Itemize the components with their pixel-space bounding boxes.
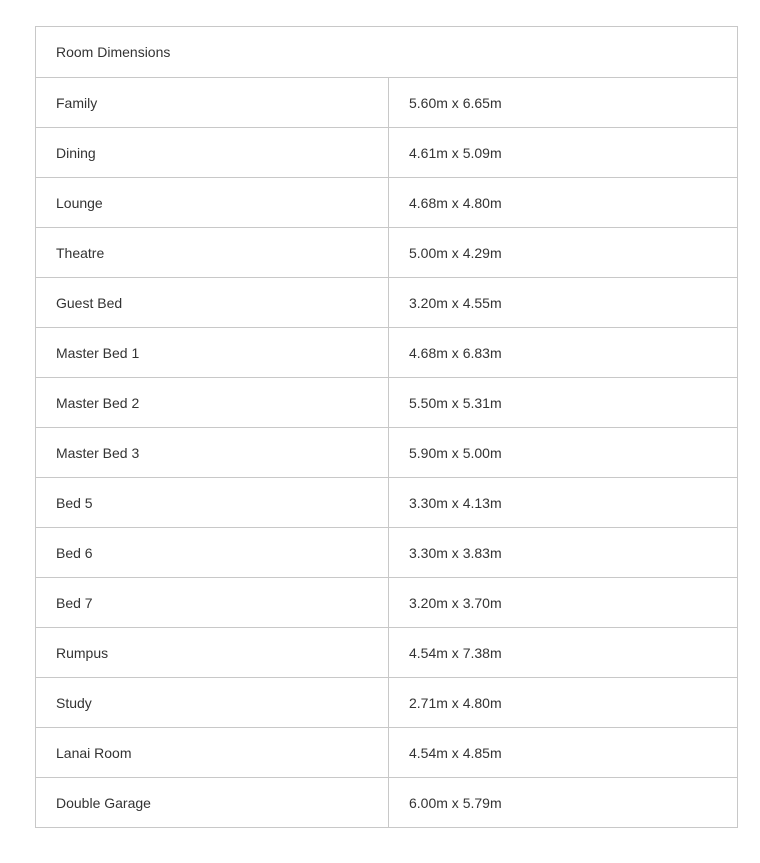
room-name: Master Bed 3	[36, 428, 389, 478]
room-dimensions-table	[35, 26, 738, 828]
table-title: Room Dimensions	[36, 27, 738, 78]
table-row	[36, 678, 738, 728]
room-size: 4.68m x 4.80m	[389, 178, 738, 228]
room-name: Family	[36, 78, 389, 128]
table-row	[36, 178, 738, 228]
table-row	[36, 528, 738, 578]
table-row	[36, 428, 738, 478]
room-size: 2.71m x 4.80m	[389, 678, 738, 728]
room-name: Theatre	[36, 228, 389, 278]
room-size: 3.30m x 4.13m	[389, 478, 738, 528]
table-row	[36, 778, 738, 828]
table-row	[36, 478, 738, 528]
room-name: Study	[36, 678, 389, 728]
table-row	[36, 328, 738, 378]
table-row	[36, 128, 738, 178]
table-row	[36, 228, 738, 278]
room-size: 3.20m x 3.70m	[389, 578, 738, 628]
room-name: Dining	[36, 128, 389, 178]
table-row	[36, 578, 738, 628]
room-name: Rumpus	[36, 628, 389, 678]
room-size: 5.90m x 5.00m	[389, 428, 738, 478]
room-size: 4.68m x 6.83m	[389, 328, 738, 378]
room-name: Bed 7	[36, 578, 389, 628]
table-header-row	[36, 27, 738, 78]
room-size: 5.60m x 6.65m	[389, 78, 738, 128]
room-name: Master Bed 2	[36, 378, 389, 428]
table-row	[36, 728, 738, 778]
table-row	[36, 78, 738, 128]
room-name: Master Bed 1	[36, 328, 389, 378]
room-size: 4.61m x 5.09m	[389, 128, 738, 178]
room-size: 4.54m x 7.38m	[389, 628, 738, 678]
room-name: Guest Bed	[36, 278, 389, 328]
room-name: Lounge	[36, 178, 389, 228]
room-size: 5.00m x 4.29m	[389, 228, 738, 278]
room-size: 4.54m x 4.85m	[389, 728, 738, 778]
room-size: 5.50m x 5.31m	[389, 378, 738, 428]
table-row	[36, 278, 738, 328]
room-name: Bed 6	[36, 528, 389, 578]
room-size: 3.30m x 3.83m	[389, 528, 738, 578]
table-row	[36, 628, 738, 678]
room-size: 3.20m x 4.55m	[389, 278, 738, 328]
room-name: Lanai Room	[36, 728, 389, 778]
room-size: 6.00m x 5.79m	[389, 778, 738, 828]
room-name: Bed 5	[36, 478, 389, 528]
room-name: Double Garage	[36, 778, 389, 828]
table-row	[36, 378, 738, 428]
